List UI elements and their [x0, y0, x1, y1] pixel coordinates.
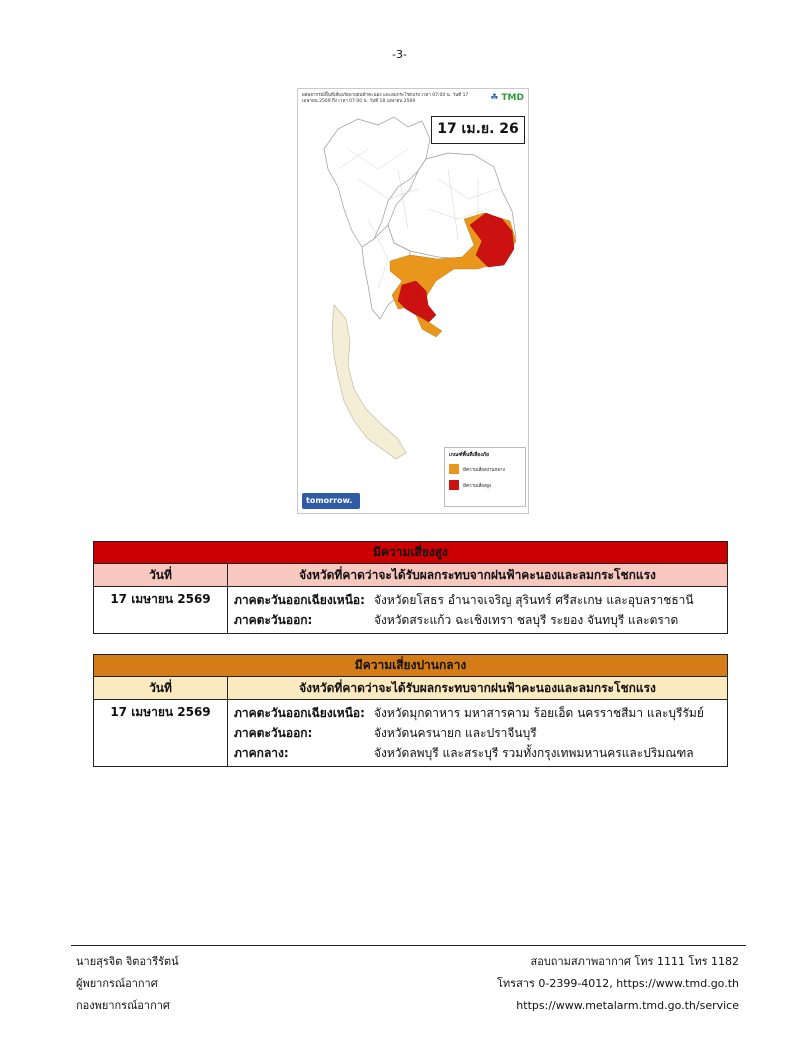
thailand-map: [298, 109, 528, 489]
medium-risk-region: ภาคกลาง:: [234, 746, 289, 760]
contact-metalarm-link[interactable]: https://www.metalarm.tmd.go.th/service: [516, 999, 739, 1012]
high-risk-date-header: วันที่: [94, 564, 228, 587]
legend-item-high: [449, 480, 521, 490]
tmd-logo: [490, 93, 524, 103]
forecaster-division: กองพยากรณ์อากาศ: [76, 999, 170, 1012]
high-risk-title: มีความเสี่ยงสูง: [94, 542, 728, 564]
contact-phone: สอบถามสภาพอากาศ โทร 1111 โทร 1182: [530, 955, 739, 968]
medium-risk-region: ภาคตะวันออก:: [234, 726, 313, 740]
map-legend: [444, 447, 526, 507]
high-risk-row: [234, 610, 721, 630]
high-risk-row: [234, 590, 721, 610]
medium-risk-row: [234, 703, 721, 723]
map-south-region: [332, 305, 406, 459]
medium-risk-provinces: จังหวัดมุกดาหาร มหาสารคาม ร้อยเอ็ด นครราชสีมา และบุรีรัมย์: [374, 706, 704, 720]
contact-fax-website: โทรสาร 0-2399-4012, https://www.tmd.go.th: [497, 977, 739, 990]
page-number: -3-: [392, 48, 407, 61]
risk-map: [297, 88, 529, 514]
footer-divider: [71, 945, 746, 946]
high-risk-table: [93, 541, 728, 634]
medium-risk-region: ภาคตะวันออกเฉียงเหนือ:: [234, 706, 365, 720]
tmd-logo-icon: ☘: [490, 93, 499, 103]
high-risk-details: [228, 587, 728, 634]
medium-risk-row: [234, 743, 721, 763]
high-risk-provinces: จังหวัดสระแก้ว ฉะเชิงเทรา ชลบุรี ระยอง จันทบุรี และตราด: [374, 613, 679, 627]
medium-risk-date: 17 เมษายน 2569: [94, 700, 228, 767]
provider-badge: tomorrow.: [302, 493, 360, 509]
medium-risk-provinces: จังหวัดลพบุรี และสระบุรี รวมทั้งกรุงเทพมหานครและปริมณฑล: [374, 746, 694, 760]
high-risk-region: ภาคตะวันออก:: [234, 613, 313, 627]
legend-item-medium: [449, 464, 521, 474]
legend-label-medium: มีความเสี่ยงปานกลาง: [463, 467, 505, 473]
legend-label-high: มีความเสี่ยงสูง: [463, 483, 492, 489]
map-date-badge: 17 เม.ย. 26: [431, 116, 525, 144]
high-risk-provinces: จังหวัดยโสธร อำนาจเจริญ สุรินทร์ ศรีสะเกษ และอุบลราชธานี: [374, 593, 694, 607]
legend-title: เกณฑ์พื้นที่เสี่ยงภัย: [449, 452, 489, 458]
high-risk-provinces-header: จังหวัดที่คาดว่าจะได้รับผลกระทบจากฝนฟ้าคะนองและลมกระโชกแรง: [228, 564, 728, 587]
tmd-logo-text: TMD: [501, 93, 524, 103]
medium-risk-row: [234, 723, 721, 743]
medium-risk-provinces: จังหวัดนครนายก และปราจีนบุรี: [374, 726, 537, 740]
medium-risk-title: มีความเสี่ยงปานกลาง: [94, 655, 728, 677]
forecaster-position: ผู้พยากรณ์อากาศ: [76, 977, 158, 990]
map-header-text: ผลพยากรณ์พื้นที่เสี่ยงภัยพายุฝนฟ้าคะนอง และลมกระโชกแรง เวลา 07:00 น. วันที่ 17 เมษายน 2569 ถึง เวลา 07:00 น. วันที่ 18 เมษายน 2569: [302, 93, 469, 104]
medium-risk-table: [93, 654, 728, 767]
legend-swatch-high: [449, 480, 459, 490]
legend-swatch-medium: [449, 464, 459, 474]
medium-risk-date-header: วันที่: [94, 677, 228, 700]
footer-signature: [76, 951, 179, 1017]
forecaster-name: นายสุรจิต จิตอารีรัตน์: [76, 955, 179, 968]
medium-risk-details: [228, 700, 728, 767]
high-risk-date: 17 เมษายน 2569: [94, 587, 228, 634]
high-risk-region: ภาคตะวันออกเฉียงเหนือ:: [234, 593, 365, 607]
footer-contact: [497, 951, 739, 1017]
medium-risk-provinces-header: จังหวัดที่คาดว่าจะได้รับผลกระทบจากฝนฟ้าคะนองและลมกระโชกแรง: [228, 677, 728, 700]
